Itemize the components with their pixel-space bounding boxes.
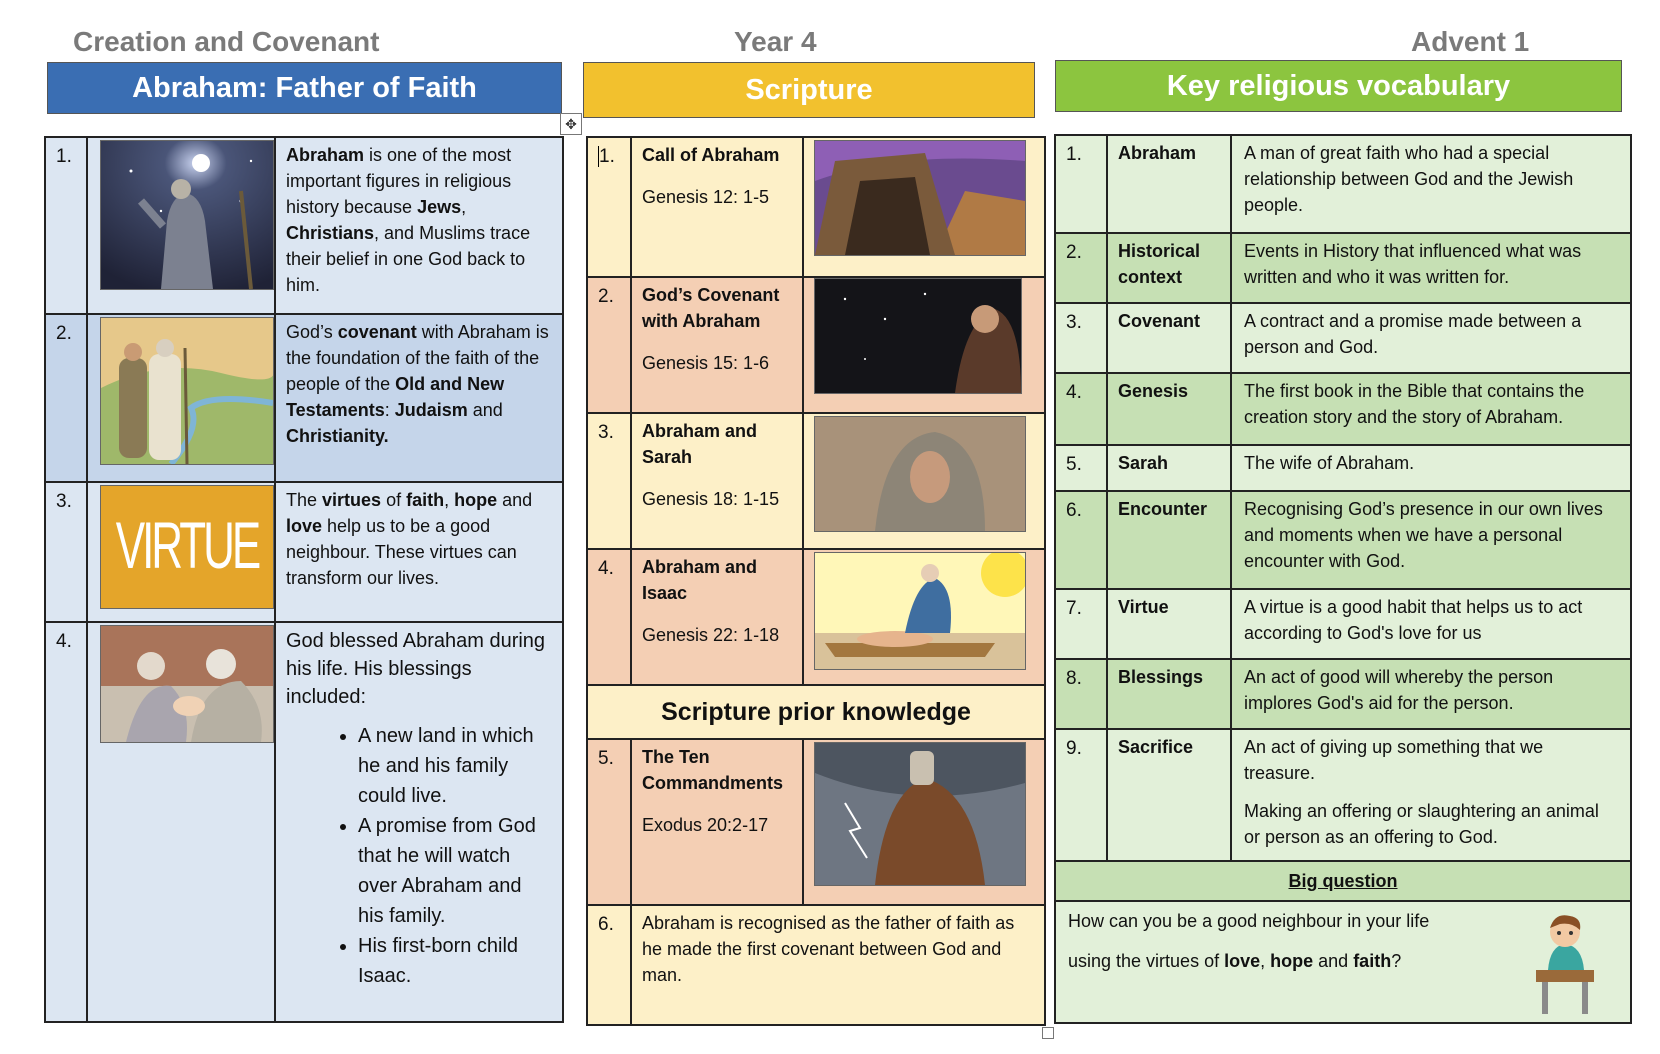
vocab-term: Sarah xyxy=(1107,445,1231,491)
vocab-banner: Key religious vocabulary xyxy=(1055,60,1622,112)
scripture-banner: Scripture xyxy=(583,62,1035,118)
vocab-definition: A virtue is a good habit that helps us to act according to God's love for us xyxy=(1231,589,1631,659)
table-row xyxy=(45,622,563,1022)
vocab-definition: A man of great faith who had a special relationship between God and the Jewish people. xyxy=(1231,135,1631,233)
vocab-term: Covenant xyxy=(1107,303,1231,373)
big-question-line1: How can you be a good neighbour in your life xyxy=(1068,911,1430,931)
scripture-cell xyxy=(631,137,803,277)
scripture-ref: Genesis 15: 1-6 xyxy=(642,353,770,373)
table-row xyxy=(1055,233,1631,303)
abraham-text-4 xyxy=(275,622,563,1022)
list-item: • His first-born child Isaac. xyxy=(358,931,552,991)
move-handle-icon[interactable]: ✥ xyxy=(560,113,582,135)
table-row xyxy=(45,314,563,482)
vocab-term: Blessings xyxy=(1107,659,1231,729)
vocab-definition: Events in History that influenced what was written and who it was written for. xyxy=(1231,233,1631,303)
table-row xyxy=(587,413,1045,549)
vocab-term: Encounter xyxy=(1107,491,1231,589)
prior-knowledge-header: Scripture prior knowledge xyxy=(587,685,1045,739)
night-sky-image xyxy=(814,278,1022,394)
vocab-term: Historical context xyxy=(1107,233,1231,303)
table-row xyxy=(1055,861,1631,901)
image-cell xyxy=(87,137,275,314)
scripture-ref: Genesis 18: 1-15 xyxy=(642,489,780,509)
vocab-definition: The first book in the Bible that contains the creation story and the story of Abraham. xyxy=(1231,373,1631,445)
row-number: 1. xyxy=(1055,135,1107,233)
scripture-ref: Genesis 22: 1-18 xyxy=(642,625,780,645)
row-number: 2. xyxy=(587,277,631,413)
table-row xyxy=(1055,373,1631,445)
table-row xyxy=(1055,659,1631,729)
table-row xyxy=(1055,135,1631,233)
row-number: 1. xyxy=(587,137,631,277)
image-cell xyxy=(803,277,1045,413)
row-number: 8. xyxy=(1055,659,1107,729)
table-row xyxy=(587,277,1045,413)
image-cell xyxy=(803,549,1045,685)
table-row xyxy=(1055,729,1631,861)
scripture-title: Abraham and Isaac xyxy=(642,557,758,603)
father-of-faith-text: Abraham is recognised as the father of faith as he made the first covenant between God and man. xyxy=(631,905,1045,1025)
table-row xyxy=(1055,589,1631,659)
sarah-image xyxy=(814,416,1026,532)
abraham-text-1: Abraham is one of the most important figures in religious history because Jews, Christians, and Muslims trace their belief in one God back to him. xyxy=(275,137,563,314)
vocab-term: Genesis xyxy=(1107,373,1231,445)
scripture-title: Abraham and Sarah xyxy=(642,421,758,467)
table-row xyxy=(45,137,563,314)
row-number: 3. xyxy=(45,482,87,622)
row-number: 3. xyxy=(1055,303,1107,373)
row-number: 1. xyxy=(45,137,87,314)
thinking-boy-image xyxy=(1530,908,1600,1016)
table-row xyxy=(1055,445,1631,491)
scripture-table xyxy=(586,136,1046,1026)
abraham-family-image xyxy=(100,625,274,743)
table-row xyxy=(587,739,1045,905)
abraham-text-2: God’s covenant with Abraham is the foundation of the faith of the people of the Old and New Testaments: Judaism and Christianity. xyxy=(275,314,563,482)
vocab-definition: Recognising God’s presence in our own lives and moments when we have a personal encounter with God. xyxy=(1231,491,1631,589)
topic-label: Creation and Covenant xyxy=(73,26,380,57)
table-row xyxy=(1055,901,1631,1023)
image-cell xyxy=(803,137,1045,277)
row-number: 2. xyxy=(1055,233,1107,303)
scripture-title: Call of Abraham xyxy=(642,145,780,165)
image-cell xyxy=(87,314,275,482)
vocab-definition: An act of giving up something that we treasure. Making an offering or slaughtering an animal or person as an offering to God. xyxy=(1231,729,1631,861)
tent-image xyxy=(814,140,1026,256)
abraham-table xyxy=(44,136,564,1023)
big-question-line2: using the virtues of love, hope and faith? xyxy=(1068,951,1402,971)
row-number: 6. xyxy=(1055,491,1107,589)
scripture-ref: Exodus 20:2-17 xyxy=(642,815,769,835)
row-number: 3. xyxy=(587,413,631,549)
row-number: 4. xyxy=(45,622,87,1022)
row-number: 2. xyxy=(45,314,87,482)
image-cell xyxy=(87,482,275,622)
abraham-isaac-image xyxy=(814,552,1026,670)
scripture-title: The Ten Commandments xyxy=(642,747,784,793)
row-number: 7. xyxy=(1055,589,1107,659)
table-row xyxy=(587,549,1045,685)
scripture-cell xyxy=(631,277,803,413)
season-label: Advent 1 xyxy=(1411,26,1530,57)
row-number: 4. xyxy=(587,549,631,685)
vocab-definition: A contract and a promise made between a person and God. xyxy=(1231,303,1631,373)
year-label: Year 4 xyxy=(734,26,817,57)
abraham-text-3: The virtues of faith, hope and love help us to be a good neighbour. These virtues can transform our lives. xyxy=(275,482,563,622)
vocab-term: Sacrifice xyxy=(1107,729,1231,861)
big-question-cell xyxy=(1055,901,1631,1023)
table-row xyxy=(1055,303,1631,373)
scripture-cell xyxy=(631,739,803,905)
image-cell xyxy=(87,622,275,1022)
abraham-landscape-image xyxy=(100,317,274,465)
table-row xyxy=(587,905,1045,1025)
blessings-intro: God blessed Abraham during his life. His blessings included: xyxy=(286,630,546,708)
abraham-stars-image xyxy=(100,140,274,290)
abraham-banner: Abraham: Father of Faith xyxy=(47,62,562,114)
row-number: 6. xyxy=(587,905,631,1025)
table-row xyxy=(587,137,1045,277)
vocab-term: Abraham xyxy=(1107,135,1231,233)
row-number: 5. xyxy=(587,739,631,905)
row-number: 9. xyxy=(1055,729,1107,861)
big-question-label: Big question xyxy=(1055,861,1631,901)
vocab-definition: An act of good will whereby the person implores God's aid for the person. xyxy=(1231,659,1631,729)
list-item: • A promise from God that he will watch over Abraham and his family. xyxy=(358,811,552,931)
row-number: 4. xyxy=(1055,373,1107,445)
image-cell xyxy=(803,413,1045,549)
blessings-list xyxy=(286,721,552,991)
scripture-title: God’s Covenant with Abraham xyxy=(642,285,780,331)
virtue-image-text: VIRTUE xyxy=(115,509,259,583)
resize-handle-icon[interactable] xyxy=(1042,1027,1054,1039)
scripture-cell xyxy=(631,413,803,549)
scripture-ref: Genesis 12: 1-5 xyxy=(642,187,770,207)
table-row xyxy=(587,685,1045,739)
row-number: 5. xyxy=(1055,445,1107,491)
table-row xyxy=(45,482,563,622)
virtue-image xyxy=(100,485,274,609)
vocab-table xyxy=(1054,134,1632,1024)
scripture-cell xyxy=(631,549,803,685)
table-row xyxy=(1055,491,1631,589)
image-cell xyxy=(803,739,1045,905)
list-item: • A new land in which he and his family could live. xyxy=(358,721,552,811)
vocab-term: Virtue xyxy=(1107,589,1231,659)
moses-image xyxy=(814,742,1026,886)
vocab-definition: The wife of Abraham. xyxy=(1231,445,1631,491)
